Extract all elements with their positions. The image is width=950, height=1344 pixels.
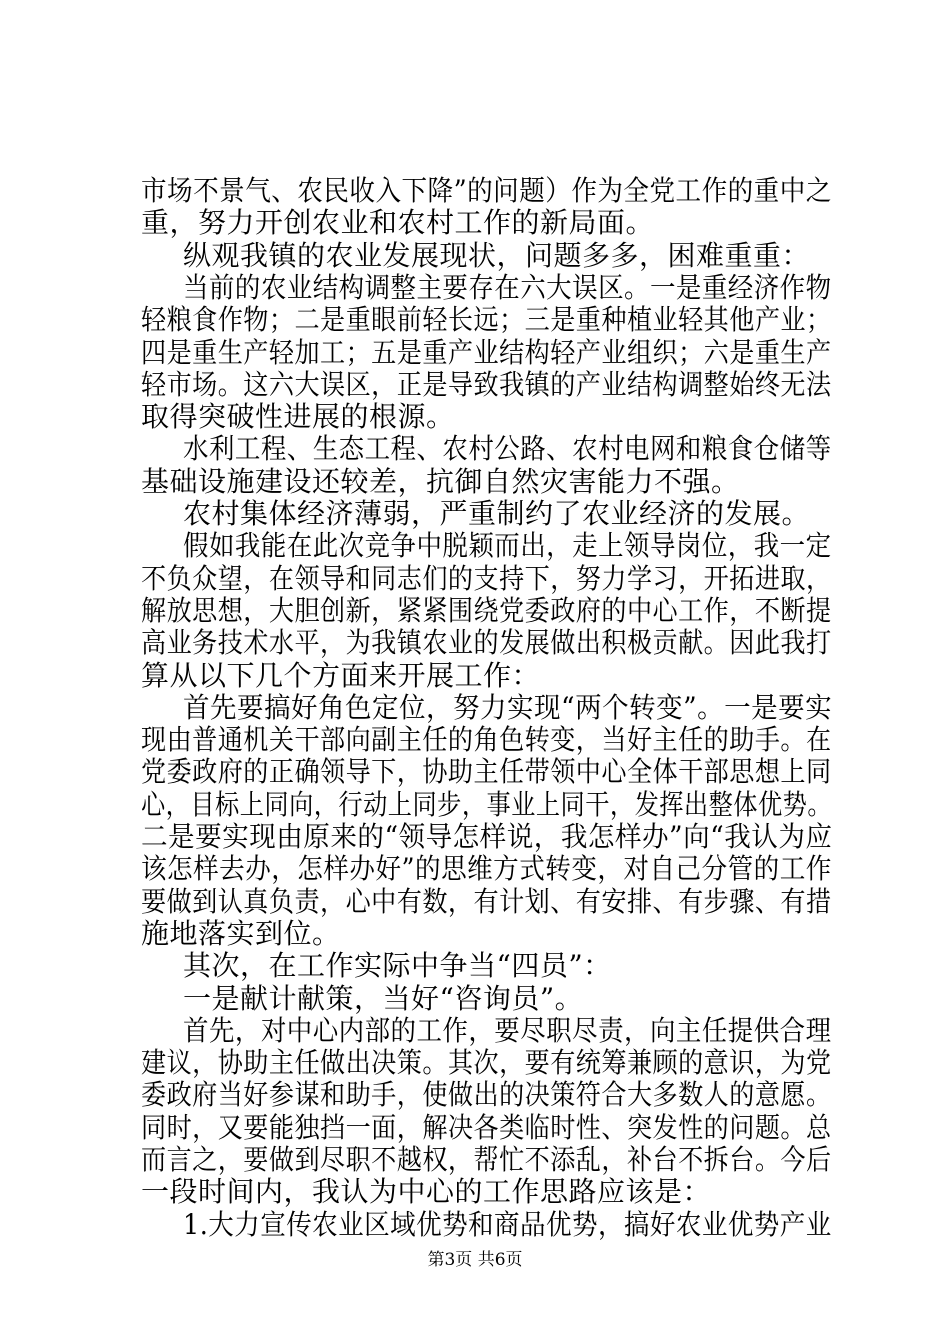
- text-line: 同时，又要能独挡一面，解决各类临时性、突发性的问题。总: [141, 1110, 832, 1144]
- text-line: 假如我能在此次竞争中脱颖而出，走上领导岗位，我一定: [183, 529, 832, 563]
- text-line: 市场不景气、农民收入下降”的问题）作为全党工作的重中之: [141, 174, 832, 207]
- text-line: 取得突破性进展的根源。: [141, 400, 455, 434]
- text-line: 心，目标上同向，行动上同步，事业上同干，发挥出整体优势。: [141, 787, 833, 821]
- text-line: 水利工程、生态工程、农村公路、农村电网和粮食仓储等: [183, 432, 832, 466]
- text-line: 重，努力开创农业和农村工作的新局面。: [141, 206, 655, 240]
- text-line: 首先要搞好角色定位，努力实现“两个转变”。一是要实: [183, 690, 833, 724]
- text-line: 纵观我镇的农业发展现状，问题多多，困难重重：: [183, 238, 811, 272]
- text-line: 建议，协助主任做出决策。其次，要有统筹兼顾的意识，为党: [141, 1046, 832, 1080]
- text-line: 基础设施建设还较差，抗御自然灾害能力不强。: [141, 464, 740, 498]
- text-line: 算从以下几个方面来开展工作：: [141, 658, 541, 692]
- text-line: 其次，在工作实际中争当“四员”：: [183, 949, 612, 983]
- text-line: 要做到认真负责，心中有数，有计划、有安排、有步骤、有措: [141, 884, 832, 918]
- text-line: 现由普通机关干部向副主任的角色转变，当好主任的助手。在: [141, 723, 832, 757]
- text-line: 高业务技术水平，为我镇农业的发展做出积极贡献。因此我打: [141, 626, 832, 660]
- text-line: 一段时间内，我认为中心的工作思路应该是：: [141, 1175, 712, 1209]
- text-line: 二是要实现由原来的“领导怎样说，我怎样办”向“我认为应: [141, 820, 833, 853]
- text-line: 农村集体经济薄弱，严重制约了农业经济的发展。: [183, 497, 811, 530]
- text-line: 不负众望，在领导和同志们的支持下，努力学习，开拓进取，: [141, 561, 832, 595]
- text-line: 解放思想，大胆创新，紧紧围绕党委政府的中心工作，不断提: [141, 593, 832, 627]
- text-line: 轻市场。这六大误区，正是导致我镇的产业结构调整始终无法: [141, 367, 832, 401]
- text-line: 1.大力宣传农业区域优势和商品优势，搞好农业优势产业: [183, 1207, 832, 1241]
- text-line: 党委政府的正确领导下，协助主任带领中心全体干部思想上同: [141, 755, 832, 789]
- page-footer: 第3页 共6页: [427, 1250, 523, 1270]
- text-line: 首先，对中心内部的工作，要尽职尽责，向主任提供合理: [183, 1013, 832, 1047]
- text-line: 施地落实到位。: [141, 916, 341, 950]
- text-line: 委政府当好参谋和助手，使做出的决策符合大多数人的意愿。: [141, 1078, 832, 1112]
- text-line: 当前的农业结构调整主要存在六大误区。一是重经济作物: [183, 270, 832, 304]
- text-line: 该怎样去办，怎样办好”的思维方式转变，对自己分管的工作: [141, 852, 832, 886]
- text-line: 轻粮食作物；二是重眼前轻长远；三是重种植业轻其他产业；: [141, 303, 832, 337]
- text-line: 一是献计献策，当好“咨询员”。: [183, 981, 584, 1015]
- text-line: 而言之，要做到尽职不越权，帮忙不添乱，补台不拆台。今后: [141, 1143, 832, 1176]
- text-line: 四是重生产轻加工；五是重产业结构轻产业组织；六是重生产: [141, 335, 832, 369]
